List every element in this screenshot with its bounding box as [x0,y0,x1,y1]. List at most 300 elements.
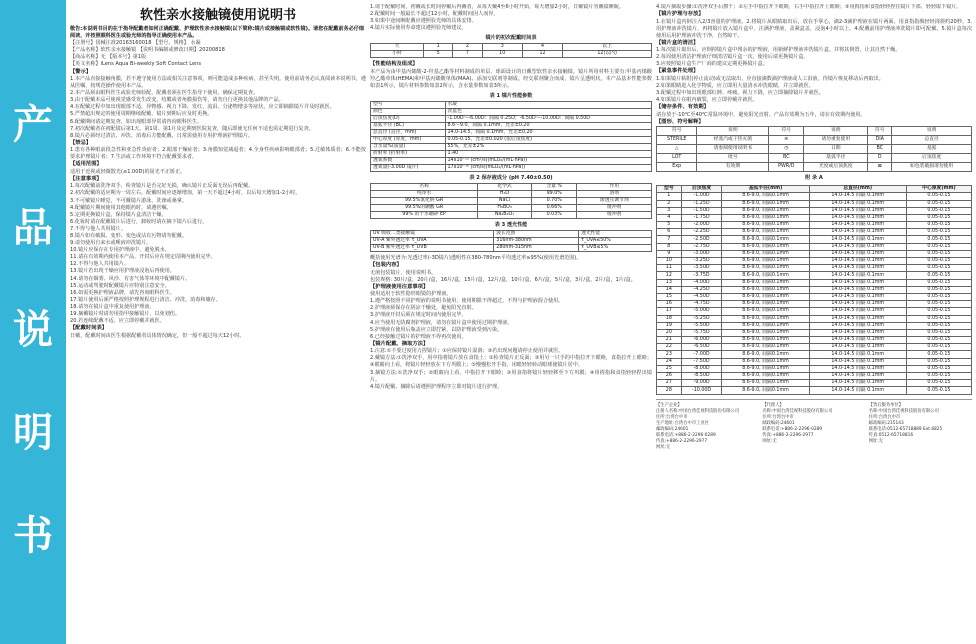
table-row [657,193,972,200]
table-cell: 请参阅使用说明书 [697,145,769,154]
table-cell: -3.50D [681,265,722,272]
company-info-block: 【售后服务单位】 名称:中国台湾佳视科技股份有限公司 住所:台湾台中市 邮政编码:215143 联系电话:0512-65718889 Ext.6825 传真:0512-65718816 网址:无 [868,402,943,444]
paragraph: 8.镜片如有破损、变形、变色或沾有污物请勿配戴。 [70,232,187,239]
table-cell: 8.6-9.0, 间隔0.1mm [722,200,809,207]
paragraph: 敬告:本说明书目的在于指导配戴者如何正确配戴、护理软性亲水接触镜(以下简称:镜片或接触镜或软性镜)。请您在配戴前务必仔细阅读，并按照眼科医生或验光师的指导正确使用本产品。 [70,26,364,40]
paragraph: 19.摘戴镜片时请勿用指甲接触镜片，以免划伤。 [70,311,180,317]
table-cell: 0.05-0.15 [906,265,971,272]
paragraph: 16.如需更换护理液品牌，请先咨询眼科医生。 [70,289,175,296]
table-cell: 0.05-0.15 [906,337,971,344]
table-cell: 0.05-0.15 [906,329,971,336]
table-cell: -7.00D [681,351,722,358]
table-cell: 3 [482,44,522,51]
section-heading: 【注意事项】 [70,175,102,182]
table-row [371,212,652,219]
section-heading: 【镜片护理与存放】 [656,11,704,18]
table-cell: 1 [657,193,682,200]
table-cell: 折射率 (折射率) [371,151,446,158]
table-row [371,245,652,252]
table-cell: 符号 [868,127,892,136]
paragraph: 2.护理液须保存在阴凉干燥处，避免阳光直射。 [370,305,477,312]
table-cell: 经蒸汽或干热灭菌 [697,136,769,145]
table-cell: 0.05-0.15 [906,229,971,236]
table-cell: 渗透压调节剂 [577,198,652,205]
table-cell: 后顶焦度 [892,154,972,163]
paragraph: 4.镜片实际使用寿命建议遵照验光师建议。 [370,25,467,32]
table-cell: 14.0-14.5 间隔 0.1mm [809,322,906,329]
table-cell: 8.6-9.0, 间隔0.1mm [722,250,809,257]
table-cell: 1.40 [445,151,652,158]
table-cell: 14.0-14.5 间隔 0.1mm [809,207,906,214]
table-cell: Exp [657,163,697,172]
table-cell: 含量 % [531,184,577,191]
table-cell: 28 [657,387,682,394]
table-cell: 10 [657,258,682,265]
table-cell: 0.05-0.15 [906,351,971,358]
table-cell: 14.0-14.5 间隔 0.1mm [809,243,906,250]
paragraph: 18.请勿在镜片盒中重复使用护理液。 [70,303,155,310]
table-cell: 8.6-9.0, 间隔0.1mm [722,272,809,279]
table-row [657,265,972,272]
paragraph: 17.镜片使用后须严格按照护理规程进行清洁、冲洗、消毒和储存。 [70,296,221,303]
table-cell: 基弧半径 (BC) [371,123,446,130]
table-cell: 11 [657,265,682,272]
table-cell: 8.6-9.0, 间隔0.1mm [722,337,809,344]
table-row [657,250,972,257]
column-2-bottom-text [370,255,652,391]
table-cell: 14.0-14.5 间隔 0.1mm [809,279,906,286]
side-label-char: 说 [13,306,53,354]
table-cell: 14.0-14.5 间隔 0.1mm [809,286,906,293]
table-cell: 8.6-9.0, 间隔0.1mm [722,243,809,250]
table-cell: -2.50D [681,236,722,243]
paragraph: 5.严禁超出规定的使用周期继续配戴，镜片到期后应及时更换。 [70,111,213,118]
table-row [371,158,652,165]
table-row [657,351,972,358]
paragraph: 4.应当使用无防腐剂护理液，请勿在镜片盒中使用过期护理液。 [370,319,513,326]
column-1-text [70,26,366,340]
table-cell: 型号 [657,186,682,193]
table-header-row [371,44,652,51]
table-header-row [657,127,972,136]
table-row [371,51,652,58]
table-cell: 日期 [804,145,868,154]
table-cell: 0.05-0.15 [906,380,971,387]
table-cell: -6.50D [681,344,722,351]
table-row [657,145,972,154]
table-cell: 批号 [697,154,769,163]
table-cell: 光度或后顶焦度 [804,163,868,172]
table-row [657,286,972,293]
table-cell: 27 [657,380,682,387]
table-row [657,315,972,322]
paragraph: 表 1 镜片性能参数 [489,93,533,100]
table-cell: 14.0-14.5 间隔 0.1mm [809,236,906,243]
table-row [657,279,972,286]
paragraph: 2.配戴时间一般最长不超过12小时，配戴时间因人而异。 [370,11,499,18]
paragraph: 14.请勿在烟雾、风沙、有害气体等环境中配戴镜片。 [70,275,191,282]
table-cell: 19 [657,322,682,329]
table-cell: 小时 [371,51,424,58]
table-row [371,144,652,151]
table-cell: 8.6-9.0, 间隔0.1mm [722,301,809,308]
side-label-char: 品 [13,203,53,251]
table-cell: 淡蓝色 [445,109,652,116]
table-cell: 0.05-0.15 [906,193,971,200]
table-cell: 波长范围 [494,231,579,238]
table-cell: 8.6-9.0, 间隔0.1mm [722,222,809,229]
table-cell: 有效期 [697,163,769,172]
table-cell: STERILE [657,136,697,145]
section-heading: 【适用范围】 [70,161,102,168]
column-2-mid-text [370,61,652,99]
table-cell: 5 [657,222,682,229]
table-cell: 316nm-380nm [494,238,579,245]
table-cell: ⊘ [769,136,804,145]
table-cell: 总直径 (直径，mm) [371,130,446,137]
table-cell: 0.05-0.15 [906,279,971,286]
paragraph: 15.运动或驾驶时配戴镜片应特别注意安全。 [70,282,170,289]
table-cell: -2.75D [681,243,722,250]
table-cell: 14.0-14.5 间隔 0.1mm [809,222,906,229]
table-cell: 20 [657,329,682,336]
table-cell: 0.05-0.15 [906,322,971,329]
table-cell: 8.6-9.0, 间隔0.1mm [722,293,809,300]
table-cell: 请勿重复使用 [804,136,868,145]
table-row [657,329,972,336]
paragraph: 4.镜片配戴、摘除后请遵照护理程序立即对镜片进行护理。 [370,383,503,390]
table-cell: 0.05-0.15 [906,286,971,293]
table-cell: 12 [657,272,682,279]
table-cell: Na₂B₄O₇ [478,212,532,219]
table-row [371,165,652,172]
table-cell: 16 [657,301,682,308]
appendix-caption: 附 录 A [805,175,823,182]
table-row [657,200,972,207]
table-cell: 透光性能 [579,231,652,238]
table-cell: -1.00D～-6.00D：间隔 0.25D；-6.50D～-10.00D：间隔 0.50D [445,116,652,123]
table-cell: 14.0-14.5 间隔 0.1mm [809,193,906,200]
section-heading: 【紧急事件处理】 [656,68,699,75]
table-cell: 中心厚度(mm) [906,186,971,193]
table-cell: -1.00D [681,193,722,200]
table-cell: 8.6～9.0，间隔 0.1mm，允差±0.20 [445,123,652,130]
paragraph: 6.已经接触过镜片的护理液不得再次使用。 [370,333,467,340]
paragraph: 3.不可戴镜片睡觉，不可戴镜片游泳、洗澡或桑拿。 [70,197,187,204]
table-cell: 0.05-0.15 [906,236,971,243]
table-cell: 0.03% [531,212,577,219]
table-cell: 4 [522,44,562,51]
table-cell: 12 [522,51,562,58]
table-cell: 0.05-0.15 [906,293,971,300]
table-cell: 8.6-9.0, 间隔0.1mm [722,315,809,322]
table-cell: 99% 的十水硼砂 EP [371,212,478,219]
paragraph: 6.化妆时请在配戴镜片后进行，卸妆时请在摘下镜片后进行。 [70,218,208,225]
table-cell: 14x10⁻¹¹ (cm²/s)(mLO₂/(mL·hPa)) [445,158,652,165]
table-row [657,301,972,308]
table-cell: 8.6-9.0, 间隔0.1mm [722,329,809,336]
table-row [657,358,972,365]
table-cell: 0.05-0.15 [906,222,971,229]
table-row [371,137,652,144]
table-row [657,163,972,172]
table-cell: -5.75D [681,329,722,336]
section-heading: 【性能结构及组成】 [370,61,418,68]
table-cell: 溶剂 [577,191,652,198]
table-cell: 8.6-9.0, 间隔0.1mm [722,286,809,293]
paragraph: 【注册号】国械注准20163160018 【型号、规格】 水凝 [70,40,201,47]
table-cell: 中心厚度 (厚度，mm) [371,137,446,144]
column-2-top-text [370,4,652,32]
section-heading: 【储存条件、有效期】 [656,104,709,111]
paragraph: 【商品名称】无 【版本号】第1版 [70,54,147,61]
table-cell: -2.25D [681,229,722,236]
table-cell: 0.05-0.15 [906,358,971,365]
table-cell: 1 [424,44,453,51]
table-row [657,136,972,145]
column-3-top-text [656,4,972,126]
paragraph: 4.如果镜片在眼内破裂，应立即停戴并就医。 [656,97,758,104]
paragraph: 本产品为由甲基丙烯酸-2-羟基乙酯等材料制成的单层，球面设计的日戴型软性亲水接触镜。镜片所用材料主要有:甲基丙烯酸羟乙酯单体(HEMA)和甲基丙烯酸单体(MAA)、添加交联剂等制成。经交联剂聚合而成，镜片呈透明状。本产品基本性能参数如表1所示，镜片材料参数如表2所示，含水量参数如表3所示。 [370,68,652,89]
table-cell: D [868,154,892,163]
paragraph: 日戴，配戴时间由医生根据配戴者具体情况确定，但一般不超过每天12小时。 [70,332,245,339]
paragraph: 1.如果镜片粘附(停止流动)或无法取出，应直接滴数滴护理液或人工泪液，待镜片恢复移动后再取出。 [656,75,884,82]
paragraph: 1.请于配戴时间，初戴或长时间停戴后再戴者，从每天戴4至6小时开始，每天增加2小时，日戴镜片勿戴镜睡眠。 [370,4,624,10]
table-row [657,222,972,229]
table-cell: 8.6-9.0, 间隔0.1mm [722,214,809,221]
table-cell: 作用 [577,184,652,191]
table-cell: 0.05-0.15 [906,214,971,221]
paragraph: 1.遵严格按照不同护理液的说明书使用，使用期限不得超过，不得与护理液混合使用。 [370,298,564,305]
table-cell: 14.0-14.5 间隔 0.1mm [809,344,906,351]
paragraph: 1.本产品直接接触角膜，若不遵守使用方法或相关注意事项，则可能造成多种疾病，甚至失明。使用前请务必认真阅读本说明书，遵从医嘱，按规范操作使用本产品。 [70,75,366,90]
side-label-char: 书 [13,512,53,560]
table-cell: 符号 [657,127,697,136]
table-row [657,387,972,394]
table-row [657,365,972,372]
table-cell: 14.0-14.5 间隔 0.1mm [809,329,906,336]
table-cell: 基弧半径(mm) [722,186,809,193]
table-cell: 8.6-9.0, 间隔0.1mm [722,322,809,329]
paragraph: 无菌包装镜片，使用说明书。 [370,269,437,276]
table-cell: 8.6-9.0, 间隔0.1mm [722,279,809,286]
table-cell: 14.0-14.5 间隔 0.1mm [809,387,906,394]
table-row [657,322,972,329]
table-cell: 5 [424,51,453,58]
table-row [371,130,652,137]
table-row [657,293,972,300]
paragraph: 1.每次配戴前洗净双手，检查镜片是否完好无损，确认镜片正反面无误后再配戴。 [70,183,254,190]
table-cell: 14.0-14.5 间隔 0.1mm [809,373,906,380]
table-row [371,116,652,123]
table-cell: 99.0% [531,191,577,198]
table-cell: 3 [657,207,682,214]
table-cell: LOT [657,154,697,163]
table-row [371,191,652,198]
table-row [371,205,652,212]
paragraph: 【英文名称】iLens Aqua Bi-weekly Soft Contact Lens [70,61,202,68]
table-cell: ◷ [769,145,804,154]
paragraph: 4.在配戴过程中如出现眼部不适、异物感、视力下降、发红、流泪、分泌物增多等症状，应立即摘除镜片并及时就医。 [70,104,335,111]
table-cell: 0.70% [531,198,577,205]
table-cell: 17 [657,308,682,315]
paragraph: 请存放于-10℃至40℃常温环境中，避免阳光直射。产品有效期为五年，请在有效期内使用。 [656,111,866,118]
table-row [371,123,652,130]
manual-column-3 [656,4,972,640]
table-row [371,151,652,158]
table-cell: 透氧量(-3.00D 镜片) [371,165,446,172]
table-cell: 以上 [563,44,652,51]
table-cell: 14.0-14.5 间隔 0.1mm [809,229,906,236]
table-cell: 280nm-315nm [494,245,579,252]
paragraph: 1.患有各种眼前段急性和亚急性炎症者；2.眼部干燥症者；3.角膜知觉减退者；4.全身性疾病影响眼部者；5.过敏体质者；6.不能按要求护理镜片者；7.生活或工作环境不符合配戴要求者。 [70,147,366,161]
table-cell: 后顶焦度(D) [371,116,446,123]
table-cell: 8.6-9.0, 间隔0.1mm [722,236,809,243]
table-cell: 缓冲剂 [577,212,652,219]
paragraph: 3.如果中途间断配戴应遵照验光师的具体安排。 [370,18,477,25]
table-cell: 55%，允差±2% [445,144,652,151]
table-cell: -4.50D [681,293,722,300]
table-cell: τ_UVA≤50% [579,238,652,245]
table-cell: DIA [868,136,892,145]
table-cell: △ [657,145,697,154]
paragraph: 5.护理液在使用后瓶盖应立即拧紧，以防护理液受到污染。 [370,326,503,333]
table-cell: 基弧 [892,145,972,154]
table-row [657,258,972,265]
table-cell: 22 [657,344,682,351]
table-cell: -3.25D [681,258,722,265]
table-cell: 14 [657,286,682,293]
table-cell: 14.0-14.5 间隔 0.1mm [809,293,906,300]
table-cell: 8.6-9.0, 间隔0.1mm [722,258,809,265]
table-cell: 0.05-0.15 [906,200,971,207]
table-cell: 0.05-0.15 [906,250,971,257]
table-cell: 8.6-9.0, 间隔0.1mm [722,387,809,394]
section-heading: 【镜片盒的清洁】 [656,39,699,46]
section-heading: 【配戴时间表】 [70,325,108,332]
table-cell: 总直径 [892,136,972,145]
side-label-char: 明 [13,409,53,457]
paragraph: 3.应按照镜片盒生产厂商的建议定期更换镜片盒。 [656,61,768,68]
paragraph: 2.初次配戴的适应期为一周左右，配戴时间应逐渐增加，第一天不超过4小时，以后每天增加1-2小时。 [70,190,301,197]
table-cell: 2 [657,200,682,207]
table-cell: 0.05-0.15 [906,344,971,351]
table-cell: 8.6-9.0, 间隔0.1mm [722,308,809,315]
table-cell: 0.05-0.15 [906,373,971,380]
paragraph: 3.护理液开封后须在规定时间内使用完毕。 [370,312,467,319]
table-cell: -4.75D [681,301,722,308]
table-row [371,109,652,116]
table-cell: 0.05-0.15 [906,315,971,322]
section-heading: 【禁忌】 [70,139,92,146]
manual-column-2 [370,4,652,640]
side-label-char: 产 [13,100,53,148]
table-cell: 8 [657,243,682,250]
table-cell: 14.0-14.5 间隔 0.1mm [809,358,906,365]
table-cell: 后顶焦度 [681,186,722,193]
table-row [657,380,972,387]
paragraph: 10.镜片应保存在专用护理液中，避免脱水。 [70,247,170,254]
paragraph: 概括使用光谱为:光透过率(-3D镜片)透明性在380-780nm平均透过率≥95%(使用光谱范围)。 [370,255,582,262]
table-cell: 基弧半径 [804,154,868,163]
table-cell: -6.00D [681,337,722,344]
wear-table-caption: 镜片的初次配戴时间表 [485,35,537,42]
table-cell: 8.6-9.0, 间隔0.1mm [722,358,809,365]
paragraph: 2.戴镜方法:①洗净双手，用中指将镜片放在食指上；②检查镜片正反面；③用另一只手的中指拉开下眼睑，食指拉开上眼睑；④眼睛向上看，将镜片轻轻放在下方巩膜上；⑤慢慢松开手指，闭眼轻轻转动眼球使镜片居中。 [370,355,652,369]
table-header-row [657,186,972,193]
table-cell: -9.00D [681,380,722,387]
table-cell: 0.05-0.15 [906,301,971,308]
table-cell: 说明 [892,127,972,136]
table-cell: 0.05-0.15 [906,387,971,394]
paragraph: 20.若连续配戴不适，应立即停戴并就医。 [70,318,165,325]
paragraph: 12.不得与他人共用镜片。 [70,261,130,268]
table-cell: 天 [371,44,424,51]
manual-column-1 [70,4,366,640]
uv-table-caption: 表 3 透光性能 [494,222,528,229]
table-cell: UV 吸收二类接触镜 [371,231,494,238]
table-cell: 15 [657,293,682,300]
paragraph: 3.配戴过程中如出现眼部红肿、疼痛、视力下降，应立即摘除镜片并就医。 [656,90,824,97]
table-cell: -4.00D [681,279,722,286]
table-cell: 18 [657,315,682,322]
table-cell: 24 [657,358,682,365]
table-cell: 14.0-14.5 间隔 0.1mm [809,301,906,308]
table-cell: 14.0-14.5 间隔 0.1mm [809,258,906,265]
table-cell: -3.00D [681,250,722,257]
performance-table [370,101,652,172]
paragraph: 7.初次配戴者在初配镜后第1天、第1周、第1月及定期到医院复查，随后即使无任何不适也需定期进行复查。 [70,125,314,132]
table-cell: -8.50D [681,373,722,380]
table-cell: 0.05-0.15 [906,258,971,265]
table-cell: 0.05-0.15，允差±0.020 (依后顶焦度) [445,137,652,144]
paragraph: 4.配戴镜片期间使用其他眼药时，请遵医嘱。 [70,204,172,211]
table-cell: 14.0-14.5 间隔 0.1mm [809,365,906,372]
table-cell: 名称 [371,184,478,191]
table-cell: 99.5%的硼酸 GR [371,205,478,212]
table-row [371,238,652,245]
table-cell: H₃BO₃ [478,205,532,212]
table-cell: 化学式 [478,184,532,191]
table-cell: H₂O [478,191,532,198]
table-cell: ⊠ [868,163,892,172]
table-row [657,243,972,250]
table-cell: 14.0-14.5 间隔 0.1mm [809,265,906,272]
section-heading: 【包装内容】 [370,262,402,269]
table-cell: 14.0-14.5 间隔 0.1mm [809,200,906,207]
table-cell: 8.6-9.0, 间隔0.1mm [722,229,809,236]
uv-transmission-table [370,230,652,252]
table-cell: -5.50D [681,322,722,329]
table-cell: UV-A 紫外透过率 τ_UVA [371,238,494,245]
table-cell: 0.05-0.15 [906,207,971,214]
table-cell: 7 [453,51,482,58]
table-row [657,272,972,279]
paragraph: 使用适用于软性隐形眼镜的护理液。 [370,291,452,298]
table-cell: 透氧系数 [371,158,446,165]
table-cell: 含水量%(质量) [371,144,446,151]
table-cell: PWR/D [769,163,804,172]
table-cell: τ_UVB≤5% [579,245,652,252]
table-row [657,154,972,163]
paragraph: 1.注意:①不要过度用力捏镜片；②应保持镜片湿润；③若出现问题请停止使用并就医。 [370,348,564,355]
table-cell: 6 [657,229,682,236]
table-cell: 14.0-14.5 间隔 0.1mm [809,351,906,358]
table-cell: 17x10⁻¹⁰ (cm/s)(mLO₂/(mL·hPa)) [445,165,652,172]
table-cell: 14.0-14.5 间隔 0.1mm [809,214,906,221]
table-cell: -4.25D [681,286,722,293]
table-cell: 14.0-14.5 间隔 0.1mm [809,380,906,387]
